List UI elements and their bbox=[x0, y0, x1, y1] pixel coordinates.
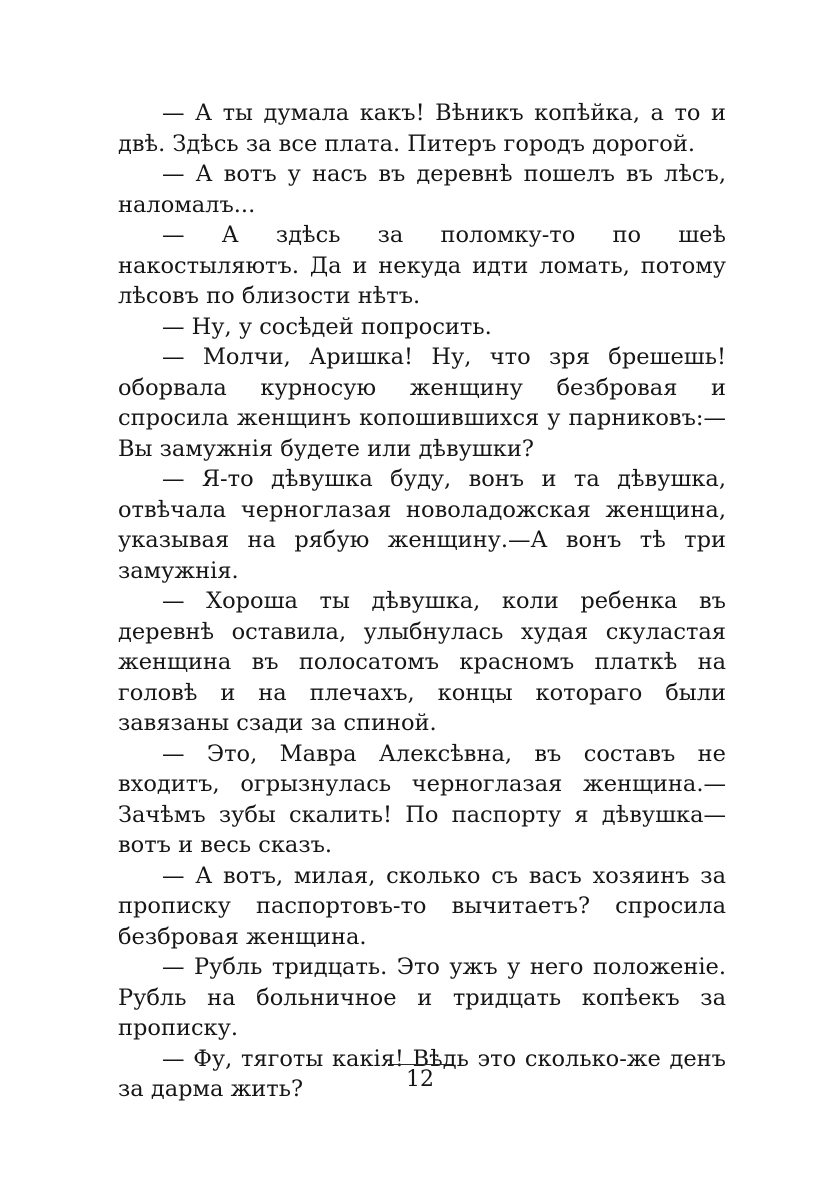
paragraph-6: — Я-то дѣвушка буду, вонъ и та дѣвушка, отвѣчала черноглазая новоладожская женщина, указывая на рябую женщину.—А вонъ тѣ три замужнія. bbox=[118, 466, 726, 584]
page-body-text bbox=[118, 98, 726, 1105]
paragraph-5: — Молчи, Аришка! Ну, что зря брешешь! оборвала курносую женщину безбровая и спросила женщинъ копошившихся у парниковъ:—Вы замужнія будете или дѣвушки? bbox=[118, 344, 726, 462]
paragraph-8: — Это, Мавра Алексѣвна, въ составъ не входитъ, огрызнулась черноглазая женщина.—Зачѣмъ зубы скалить! По паспорту я дѣвушка—вотъ и весь сказъ. bbox=[118, 740, 726, 858]
paragraph-2: — А вотъ у насъ въ деревнѣ пошелъ въ лѣсъ, наломалъ... bbox=[118, 161, 726, 218]
paragraph-10: — Рубль тридцать. Это ужъ у него положеніе. Рубль на больничное и тридцать копѣекъ за прописку. bbox=[118, 954, 726, 1041]
page-number: 12 bbox=[406, 1067, 434, 1092]
paragraph-7: — Хороша ты дѣвушка, коли ребенка въ деревнѣ оставила, улыбнулась худая скуластая женщина въ полосатомъ красномъ платкѣ на головѣ и на плечахъ, концы котораго были завязаны сзади за спиной. bbox=[118, 588, 726, 736]
paragraph-3: — А здѣсь за поломку-то по шеѣ накостыляютъ. Да и некуда идти ломать, потому лѣсовъ по близости нѣтъ. bbox=[118, 222, 726, 309]
paragraph-9: — А вотъ, милая, сколько съ васъ хозяинъ за прописку паспортовъ-то вычитаетъ? спросила безбровая женщина. bbox=[118, 862, 726, 950]
paragraph-1: — А ты думала какъ! Вѣникъ копѣйка, а то и двѣ. Здѣсь за все плата. Питеръ городъ дорогой. bbox=[118, 100, 726, 157]
page-number-rule bbox=[388, 1064, 452, 1065]
paragraph-11: — Фу, тяготы какія! Вѣдь это сколько-же денъ за дарма жить? bbox=[118, 1045, 726, 1102]
paragraph-4: — Ну, у сосѣдей попросить. bbox=[162, 313, 492, 340]
